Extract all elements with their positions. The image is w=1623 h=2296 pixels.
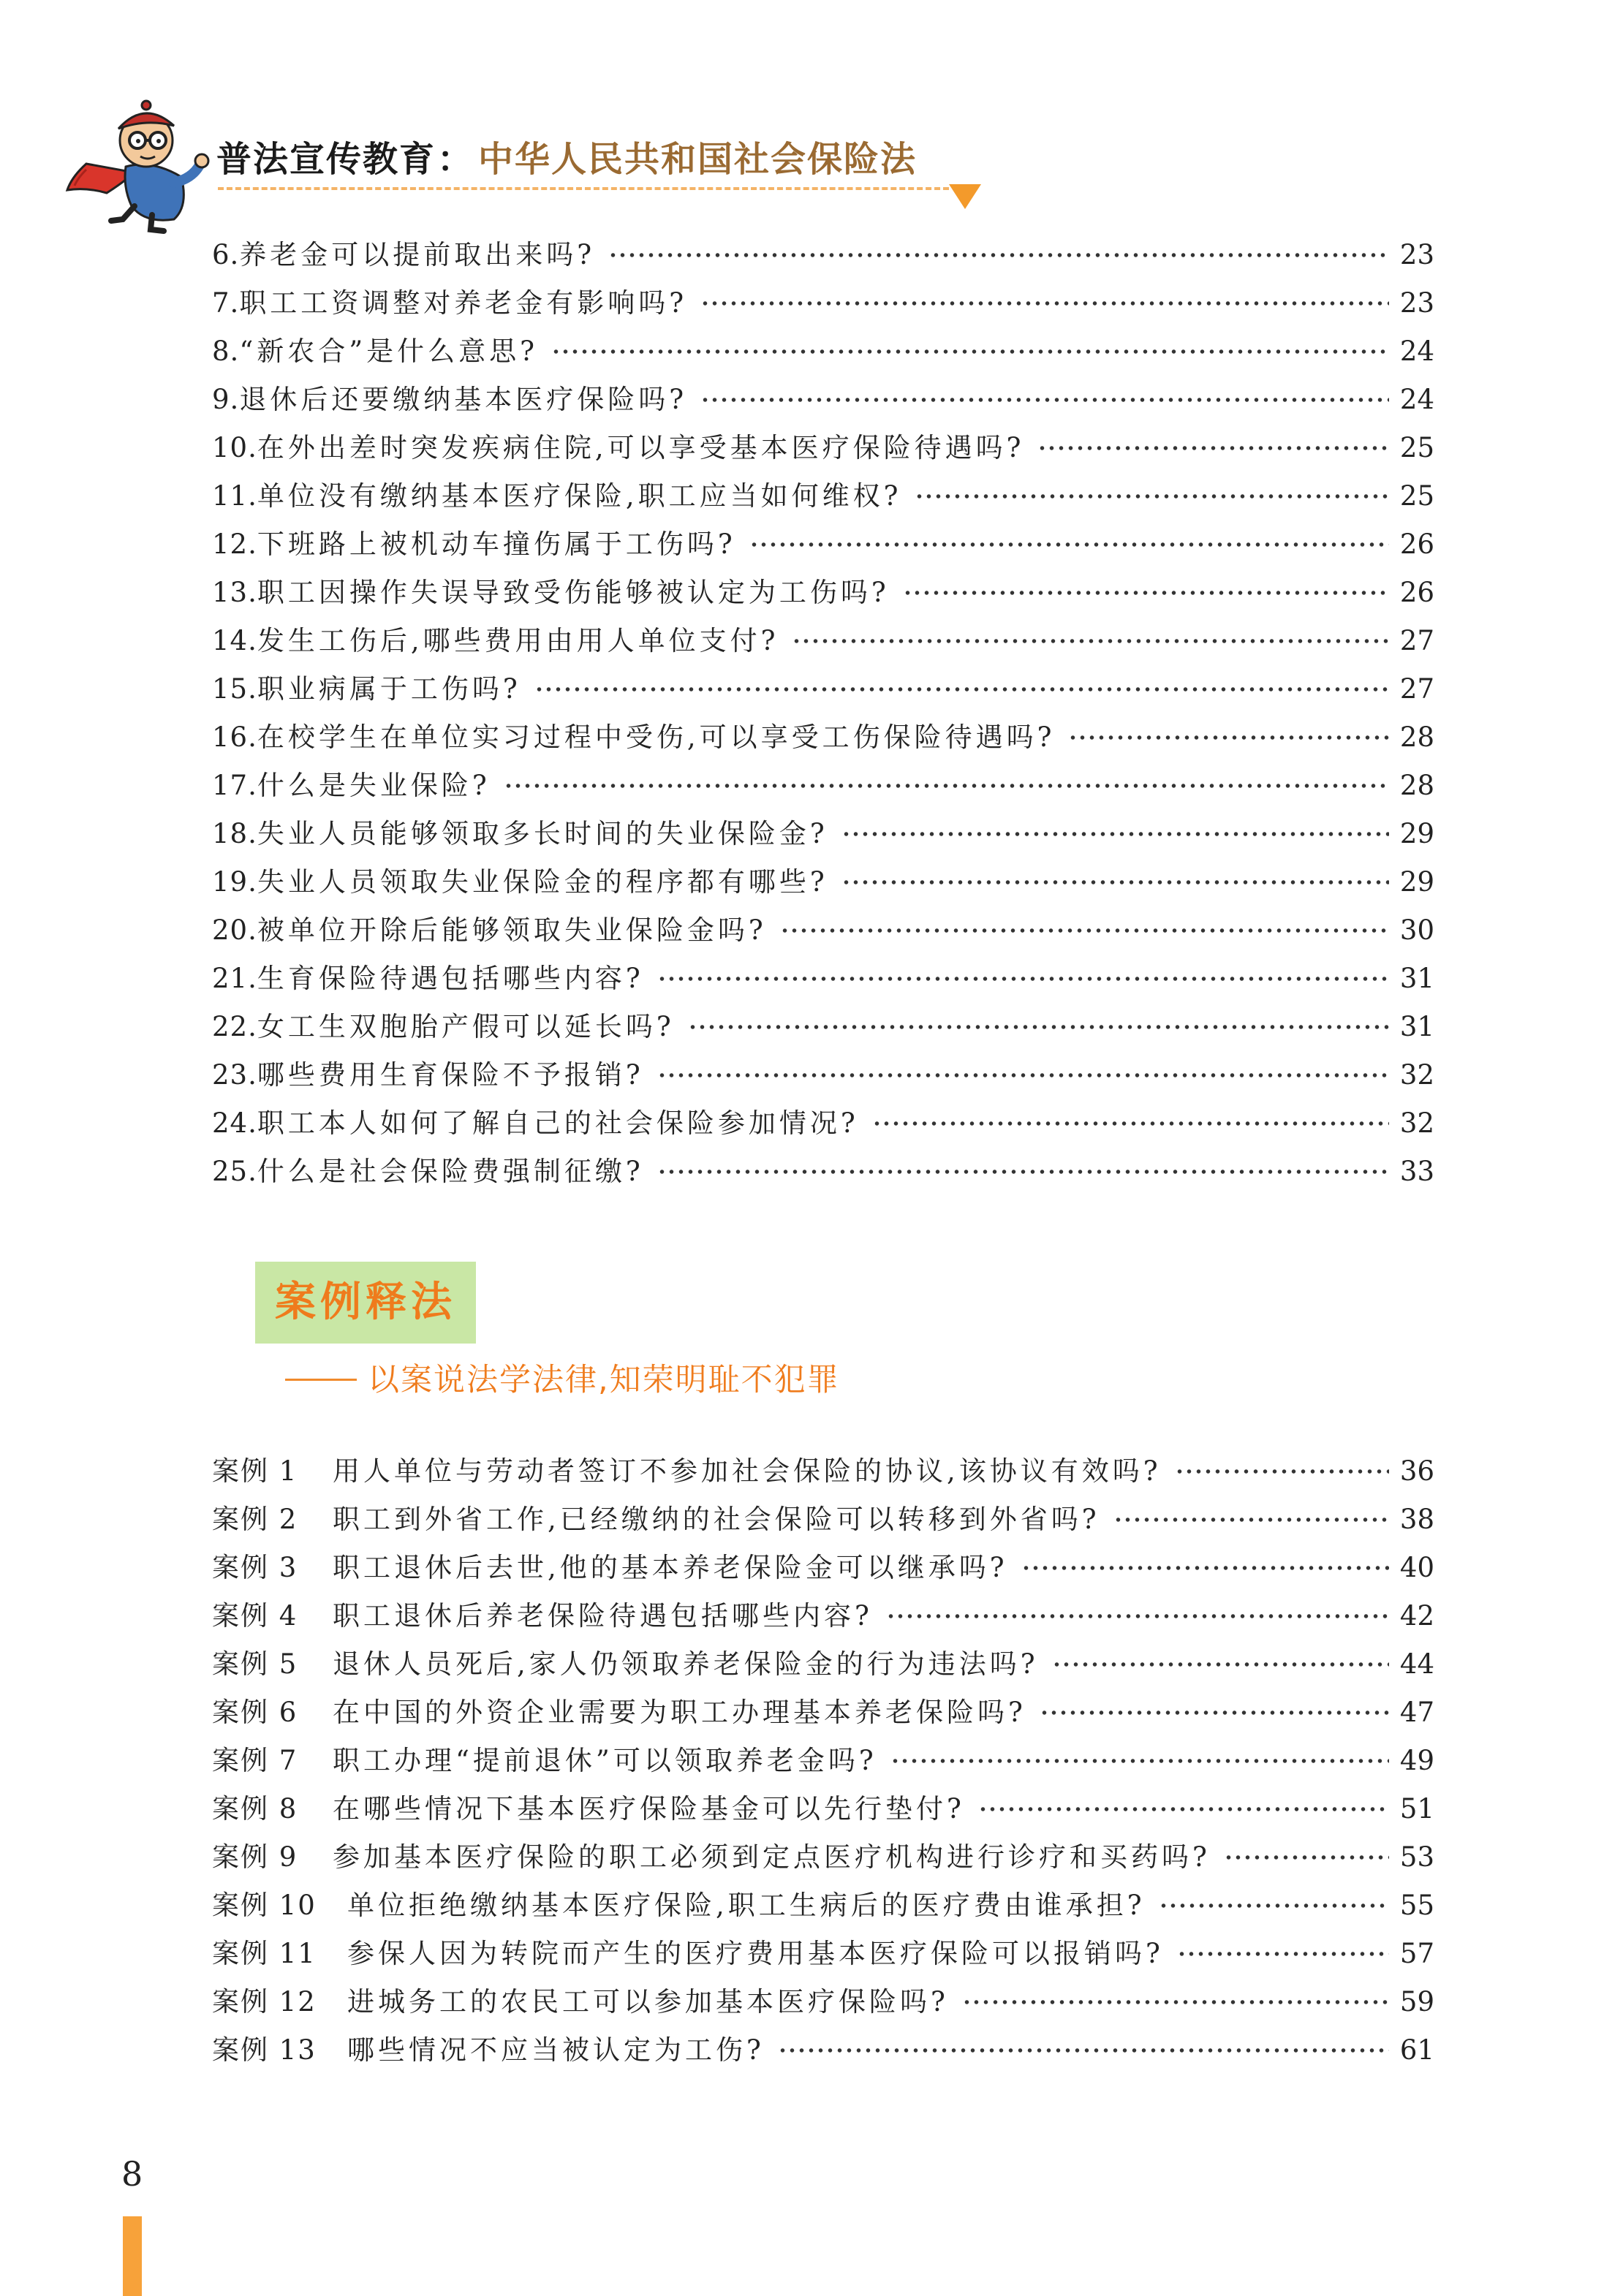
toc-entry-title: 参保人因为转院而产生的医疗费用基本医疗保险可以报销吗? [347,1938,1164,1969]
toc-entry-number: 案例 10 [212,1890,317,1921]
toc-entry-title: 用人单位与劳动者签订不参加社会保险的协议,该协议有效吗? [333,1455,1162,1487]
toc-entry-number: 11. [212,480,257,512]
toc-entry-page: 25 [1399,432,1434,463]
toc-entry-number: 24. [212,1107,257,1139]
toc-entry-title: 在外出差时突发疾病住院,可以享受基本医疗保险待遇吗? [257,432,1025,463]
toc-entry-page: 31 [1399,963,1434,994]
toc-entry-number: 22. [212,1011,257,1042]
toc-dot-leader [688,1023,1389,1031]
toc-entry[interactable] [212,858,1434,906]
toc-entry-page: 23 [1399,287,1434,319]
toc-entry[interactable] [212,1785,1434,1833]
toc-entry[interactable] [212,279,1434,327]
toc-entry-number: 6. [212,239,240,270]
header-title [216,130,917,189]
toc-entry[interactable] [212,1882,1434,1930]
toc-entry-page: 23 [1399,239,1434,270]
toc-entry[interactable] [212,1737,1434,1785]
header-title-separator: ： [437,139,474,180]
toc-dot-leader [657,1168,1389,1175]
toc-dot-leader [915,493,1389,500]
toc-entry-page: 61 [1399,2034,1434,2066]
toc-entry-title: 职工退休后去世,他的基本养老保险金可以继承吗? [333,1552,1008,1583]
toc-dot-leader [1068,734,1389,741]
toc-entry-title: 进城务工的农民工可以参加基本医疗保险吗? [347,1986,949,2017]
toc-entry[interactable] [212,1148,1434,1196]
toc-entry-page: 26 [1399,577,1434,608]
toc-entry-number: 案例 6 [212,1697,298,1728]
toc-entry-number: 14. [212,625,257,656]
toc-dot-leader [792,637,1389,645]
toc-entry-page: 42 [1399,1600,1434,1632]
toc-entry[interactable] [212,1447,1434,1496]
toc-entry-page: 28 [1399,770,1434,801]
toc-entry-title: 单位没有缴纳基本医疗保险,职工应当如何维权? [257,480,902,512]
toc-entry-number: 16. [212,721,257,753]
toc-entry-title: 在中国的外资企业需要为职工办理基本养老保险吗? [333,1697,1026,1728]
toc-entry-title: 职业病属于工伤吗? [257,673,521,705]
toc-entry-number: 7. [212,287,240,319]
toc-entry-title: 下班路上被机动车撞伤属于工伤吗? [257,528,736,560]
toc-entry-number: 13. [212,577,257,608]
toc-entry-page: 55 [1399,1890,1434,1921]
toc-entry-title: 在哪些情况下基本医疗保险基金可以先行垫付? [333,1793,965,1825]
toc-entry-number: 21. [212,963,257,994]
toc-entry-title: 职工因操作失误导致受伤能够被认定为工伤吗? [257,577,890,608]
toc-entry[interactable] [212,955,1434,1003]
toc-dot-leader [890,1757,1389,1765]
header-title-main: 普法宣传教育 [216,139,436,180]
toc-entry-page: 36 [1399,1455,1434,1487]
toc-dot-leader [1177,1950,1389,1958]
toc-entry-page: 26 [1399,528,1434,560]
toc-dot-leader [1159,1902,1389,1909]
toc-cases-list [212,1447,1434,2075]
toc-entry-title: 职工工资调整对养老金有影响吗? [239,287,688,319]
toc-entry-title: 单位拒绝缴纳基本医疗保险,职工生病后的医疗费由谁承担? [347,1890,1146,1921]
toc-dot-leader [780,927,1389,934]
toc-entry[interactable] [212,810,1434,858]
toc-entry-title: 职工办理“提前退休”可以领取养老金吗? [333,1745,877,1776]
toc-entry-number: 案例 11 [212,1938,317,1969]
toc-dot-leader [1052,1661,1389,1668]
toc-entry-title: 参加基本医疗保险的职工必须到定点医疗机构进行诊疗和买药吗? [333,1841,1211,1873]
toc-dot-leader [1037,444,1389,452]
toc-dot-leader [608,251,1389,259]
toc-entry-page: 40 [1399,1552,1434,1583]
toc-dot-leader [1021,1564,1389,1572]
toc-entry-page: 33 [1399,1156,1434,1187]
toc-entry-title: 失业人员领取失业保险金的程序都有哪些? [257,866,828,898]
toc-entry[interactable] [212,424,1434,472]
toc-entry-page: 30 [1399,914,1434,946]
toc-entry-number: 案例 12 [212,1986,317,2017]
toc-entry[interactable] [212,762,1434,810]
toc-dot-leader [551,348,1389,355]
toc-dot-leader [841,830,1389,838]
toc-entry-number: 案例 2 [212,1504,298,1535]
toc-entry[interactable] [212,713,1434,762]
toc-entry-page: 28 [1399,721,1434,753]
toc-dot-leader [700,300,1389,307]
toc-entry-number: 23. [212,1059,257,1091]
toc-entry-number: 17. [212,770,257,801]
toc-entry-title: 生育保险待遇包括哪些内容? [257,963,644,994]
toc-dot-leader [978,1806,1389,1813]
toc-dot-leader [504,782,1389,789]
toc-entry-number: 12. [212,528,257,560]
toc-entry-title: “新农合”是什么意思? [239,336,538,367]
page-edge-bar [123,2216,142,2296]
toc-entry-page: 32 [1399,1059,1434,1091]
toc-entry-number: 9. [212,384,240,415]
toc-entry-page: 59 [1399,1986,1434,2017]
toc-entry-page: 29 [1399,818,1434,849]
toc-entry-number: 8. [212,336,240,367]
toc-dot-leader [749,541,1389,548]
toc-dot-leader [886,1613,1389,1620]
toc-entry-page: 49 [1399,1745,1434,1776]
toc-entry-number: 案例 5 [212,1648,298,1680]
toc-entry-number: 案例 4 [212,1600,298,1632]
toc-dot-leader [903,589,1389,596]
toc-questions-list [212,231,1434,1196]
toc-entry[interactable] [212,231,1434,279]
toc-entry[interactable] [212,1003,1434,1051]
toc-entry-page: 27 [1399,625,1434,656]
toc-entry-title: 养老金可以提前取出来吗? [239,239,596,270]
toc-entry[interactable] [212,1099,1434,1148]
toc-entry-title: 失业人员能够领取多长时间的失业保险金? [257,818,828,849]
mascot-illustration [64,96,232,235]
toc-entry-title: 退休后还要缴纳基本医疗保险吗? [239,384,688,415]
toc-dot-leader [1113,1516,1389,1523]
section-title: 案例释法 [275,1278,456,1326]
toc-entry-page: 51 [1399,1793,1434,1825]
toc-dot-leader [1175,1468,1389,1475]
toc-entry[interactable] [212,1544,1434,1592]
header-title-law: 中华人民共和国社会保险法 [478,139,918,180]
toc-dot-leader [657,975,1389,982]
toc-entry[interactable] [212,1496,1434,1544]
toc-entry[interactable] [212,1978,1434,2026]
toc-dot-leader [841,879,1389,886]
toc-entry-title: 哪些费用生育保险不予报销? [257,1059,644,1091]
toc-entry-title: 什么是失业保险? [257,770,491,801]
toc-entry-title: 退休人员死后,家人仍领取养老保险金的行为违法吗? [333,1648,1039,1680]
toc-entry-page: 47 [1399,1697,1434,1728]
toc-entry[interactable] [212,569,1434,617]
toc-dot-leader [1040,1709,1389,1716]
toc-entry-page: 44 [1399,1648,1434,1680]
toc-entry-page: 25 [1399,480,1434,512]
page-number: 8 [121,2154,143,2194]
toc-entry-number: 案例 7 [212,1745,298,1776]
toc-entry[interactable] [212,1689,1434,1737]
toc-entry[interactable] [212,2026,1434,2075]
toc-entry-title: 职工到外省工作,已经缴纳的社会保险可以转移到外省吗? [333,1504,1100,1535]
toc-entry-number: 案例 1 [212,1455,298,1487]
toc-entry[interactable] [212,1930,1434,1978]
toc-dot-leader [534,686,1389,693]
toc-entry-title: 被单位开除后能够领取失业保险金吗? [257,914,767,946]
toc-entry-number: 18. [212,818,257,849]
toc-entry-page: 24 [1399,384,1434,415]
toc-entry[interactable] [212,1640,1434,1689]
toc-entry-number: 25. [212,1156,257,1187]
toc-entry-title: 在校学生在单位实习过程中受伤,可以享受工伤保险待遇吗? [257,721,1056,753]
header-triangle-icon [949,184,981,209]
toc-entry[interactable] [212,1051,1434,1099]
toc-entry-title: 哪些情况不应当被认定为工伤? [347,2034,765,2066]
toc-dot-leader [1224,1854,1389,1861]
toc-entry-title: 什么是社会保险费强制征缴? [257,1156,644,1187]
toc-entry-number: 20. [212,914,257,946]
header-dashed-rule [218,187,949,190]
toc-dot-leader [657,1072,1389,1079]
toc-entry[interactable] [212,906,1434,955]
toc-entry-title: 职工退休后养老保险待遇包括哪些内容? [333,1600,873,1632]
toc-entry-page: 31 [1399,1011,1434,1042]
toc-entry-number: 15. [212,673,257,705]
toc-entry-number: 案例 3 [212,1552,298,1583]
toc-entry[interactable] [212,665,1434,713]
toc-dot-leader [700,396,1389,403]
toc-entry-page: 29 [1399,866,1434,898]
toc-entry-number: 案例 9 [212,1841,298,1873]
section-subtitle-dash [285,1379,357,1381]
toc-dot-leader [962,1998,1389,2006]
toc-entry-page: 53 [1399,1841,1434,1873]
section-subtitle: 以案说法学法律,知荣明耻不犯罪 [368,1362,840,1398]
toc-entry[interactable] [212,1833,1434,1882]
toc-entry-page: 57 [1399,1938,1434,1969]
toc-entry-title: 发生工伤后,哪些费用由用人单位支付? [257,625,779,656]
toc-entry[interactable] [212,617,1434,665]
toc-dot-leader [872,1120,1389,1127]
toc-entry-number: 10. [212,432,257,463]
toc-entry[interactable] [212,327,1434,376]
toc-entry-number: 19. [212,866,257,898]
toc-entry-page: 27 [1399,673,1434,705]
toc-entry-number: 案例 8 [212,1793,298,1825]
toc-entry-title: 女工生双胞胎产假可以延长吗? [257,1011,675,1042]
toc-dot-leader [778,2047,1389,2054]
toc-entry-page: 24 [1399,336,1434,367]
toc-entry[interactable] [212,520,1434,569]
toc-entry-number: 案例 13 [212,2034,317,2066]
toc-entry-title: 职工本人如何了解自己的社会保险参加情况? [257,1107,859,1139]
toc-entry[interactable] [212,376,1434,424]
toc-entry[interactable] [212,1592,1434,1640]
section-title-box [255,1262,476,1344]
toc-entry[interactable] [212,472,1434,520]
toc-entry-page: 38 [1399,1504,1434,1535]
toc-entry-page: 32 [1399,1107,1434,1139]
